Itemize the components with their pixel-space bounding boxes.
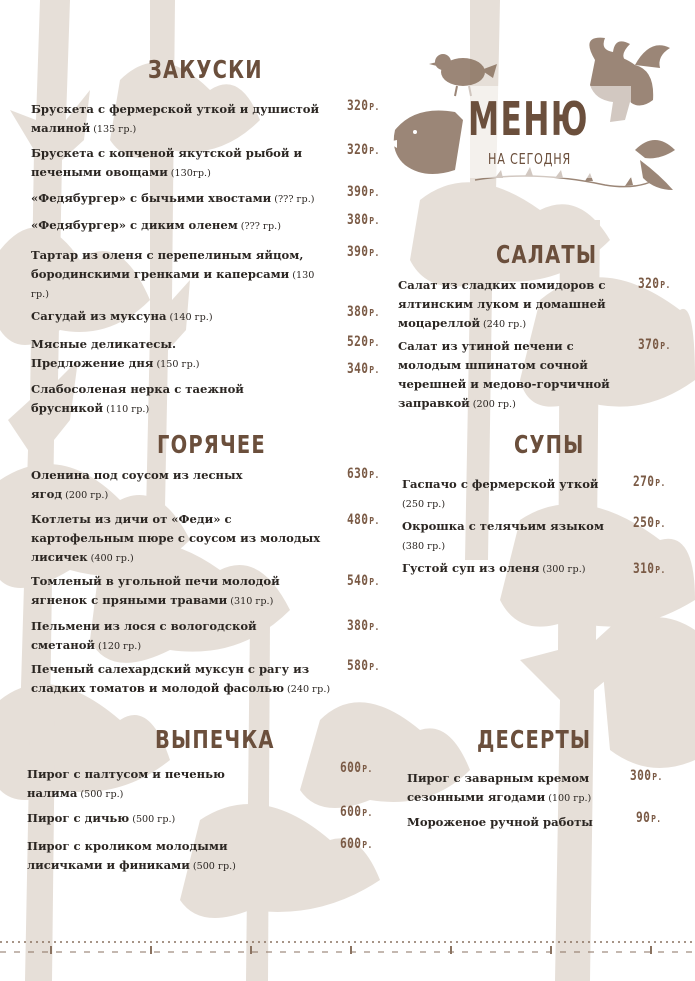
item-price: 390Р.	[347, 184, 380, 200]
decorative-border	[0, 938, 695, 960]
item-price: 320Р.	[347, 98, 380, 114]
section-title-goryachee: ГОРЯЧЕЕ	[157, 430, 266, 459]
boar-icon	[394, 110, 463, 174]
item-price: 90Р.	[636, 810, 662, 826]
item-name: Пирог с заварным кремом сезонными ягодами	[407, 771, 590, 804]
item-price: 300Р.	[630, 768, 663, 784]
item-price: 320Р.	[347, 142, 380, 158]
item-weight: (110 гр.)	[106, 404, 150, 415]
item-name: Салат из утиной печени с молодым шпинатом сочной черешней и медово-горчичной заправкой	[398, 339, 610, 410]
section-title-vypechka: ВЫПЕЧКА	[155, 725, 275, 754]
item-name: Пельмени из лося с вологодской сметаной	[31, 619, 257, 652]
item-price: 320Р.	[638, 276, 671, 292]
menu-item	[402, 515, 627, 553]
item-name: Пирог с палтусом и печенью налима	[27, 767, 225, 800]
item-name: Оленина под соусом из лесных ягод	[31, 468, 243, 501]
menu-item	[31, 305, 331, 324]
item-name: Брускета с копченой якутской рыбой и печеными овощами	[31, 146, 303, 179]
item-name: Брускета с фермерской уткой и душистой малиной	[31, 102, 320, 135]
menu-item	[31, 615, 281, 653]
item-name: Пирог с кроликом молодыми лисичками и финиками	[27, 839, 228, 872]
item-price: 380Р.	[347, 304, 380, 320]
item-name: «Федябургер» с бычьими хвостами	[31, 191, 272, 205]
item-price: 310Р.	[633, 561, 666, 577]
item-price: 380Р.	[347, 618, 380, 634]
item-weight: (150 гр.)	[156, 359, 200, 370]
menu-item	[31, 333, 231, 371]
item-weight: (120 гр.)	[98, 641, 142, 652]
item-price: 270Р.	[633, 474, 666, 490]
menu-item	[31, 508, 336, 565]
menu-item	[31, 98, 331, 136]
section-title-deserty: ДЕСЕРТЫ	[477, 725, 592, 754]
item-weight: (240 гр.)	[287, 684, 331, 695]
section-title-supy: СУПЫ	[514, 430, 585, 459]
item-name: Пирог с дичью	[27, 811, 130, 825]
item-weight: (140 гр.)	[169, 312, 213, 323]
menu-item	[31, 658, 346, 696]
item-weight: (310 гр.)	[230, 596, 274, 607]
item-weight: (240 гр.)	[483, 319, 527, 330]
item-price: 630Р.	[347, 466, 380, 482]
item-weight: (200 гр.)	[65, 490, 109, 501]
item-weight: (250 гр.)	[402, 499, 446, 510]
item-name: Окрошка с телячьим языком	[402, 519, 604, 533]
menu-item	[402, 473, 627, 511]
section-title-zakuski: ЗАКУСКИ	[148, 55, 263, 84]
menu-item	[31, 214, 341, 233]
item-name: Слабосоленая нерка с таежной брусникой	[31, 382, 244, 415]
item-weight: (??? гр.)	[274, 194, 315, 205]
menu-item	[31, 142, 331, 180]
menu-item	[407, 767, 617, 805]
item-weight: (??? гр.)	[240, 221, 281, 232]
item-price: 580Р.	[347, 658, 380, 674]
menu-item	[398, 274, 638, 331]
menu-item	[31, 378, 271, 416]
menu-item	[31, 187, 351, 206]
item-weight: (200 гр.)	[472, 399, 516, 410]
item-weight: (100 гр.)	[548, 793, 592, 804]
item-name: Томленый в угольной печи молодой ягненок с пряными травами	[31, 574, 280, 607]
menu-item	[27, 807, 257, 826]
menu-title: МЕНЮ	[468, 92, 589, 146]
item-name: Густой суп из оленя	[402, 561, 540, 575]
menu-subtitle: НА СЕГОДНЯ	[488, 150, 571, 168]
item-weight: (300 гр.)	[542, 564, 586, 575]
item-price: 250Р.	[633, 515, 666, 531]
item-weight: (500 гр.)	[132, 814, 176, 825]
item-weight: (130гр.)	[170, 168, 211, 179]
item-weight: (135 гр.)	[93, 124, 137, 135]
menu-item	[402, 557, 627, 576]
item-price: 370Р.	[638, 337, 671, 353]
item-price: 600Р.	[340, 804, 373, 820]
item-name: Сагудай из муксуна	[31, 309, 167, 323]
menu-item	[31, 464, 271, 502]
item-price: 520Р.	[347, 334, 380, 350]
item-weight: (500 гр.)	[192, 861, 236, 872]
item-weight: (380 гр.)	[402, 541, 446, 552]
menu-item	[27, 763, 257, 801]
item-name: Мясные деликатесы. Предложение дня	[31, 337, 177, 370]
item-name: Гаспачо с фермерской уткой	[402, 477, 599, 491]
item-price: 390Р.	[347, 244, 380, 260]
item-weight: (130 гр.)	[31, 270, 315, 300]
section-title-salaty: САЛАТЫ	[496, 240, 598, 269]
item-price: 540Р.	[347, 573, 380, 589]
item-name: «Федябургер» с диким оленем	[31, 218, 238, 232]
item-price: 380Р.	[347, 212, 380, 228]
menu-item	[31, 244, 331, 301]
item-name: Котлеты из дичи от «Феди» с картофельным пюре с соусом из молодых лисичек	[31, 512, 321, 564]
item-name: Тартар из оленя с перепелиным яйцом, бородинскими гренками и каперсами	[31, 248, 304, 281]
item-weight: (500 гр.)	[80, 789, 124, 800]
item-name: Салат из сладких помидоров с ялтинским луком и домашней моцареллой	[398, 278, 606, 330]
item-price-alt: 340Р.	[347, 361, 380, 377]
item-name: Мороженое ручной работы	[407, 815, 593, 829]
item-price: 600Р.	[340, 836, 373, 852]
menu-item	[27, 835, 262, 873]
item-price: 600Р.	[340, 760, 373, 776]
item-name: Печеный салехардский муксун с рагу из сладких томатов и молодой фасолью	[31, 662, 310, 695]
menu-item	[398, 335, 623, 411]
item-weight: (400 гр.)	[90, 553, 134, 564]
item-price: 480Р.	[347, 512, 380, 528]
menu-item	[31, 570, 316, 608]
menu-item	[407, 811, 627, 830]
